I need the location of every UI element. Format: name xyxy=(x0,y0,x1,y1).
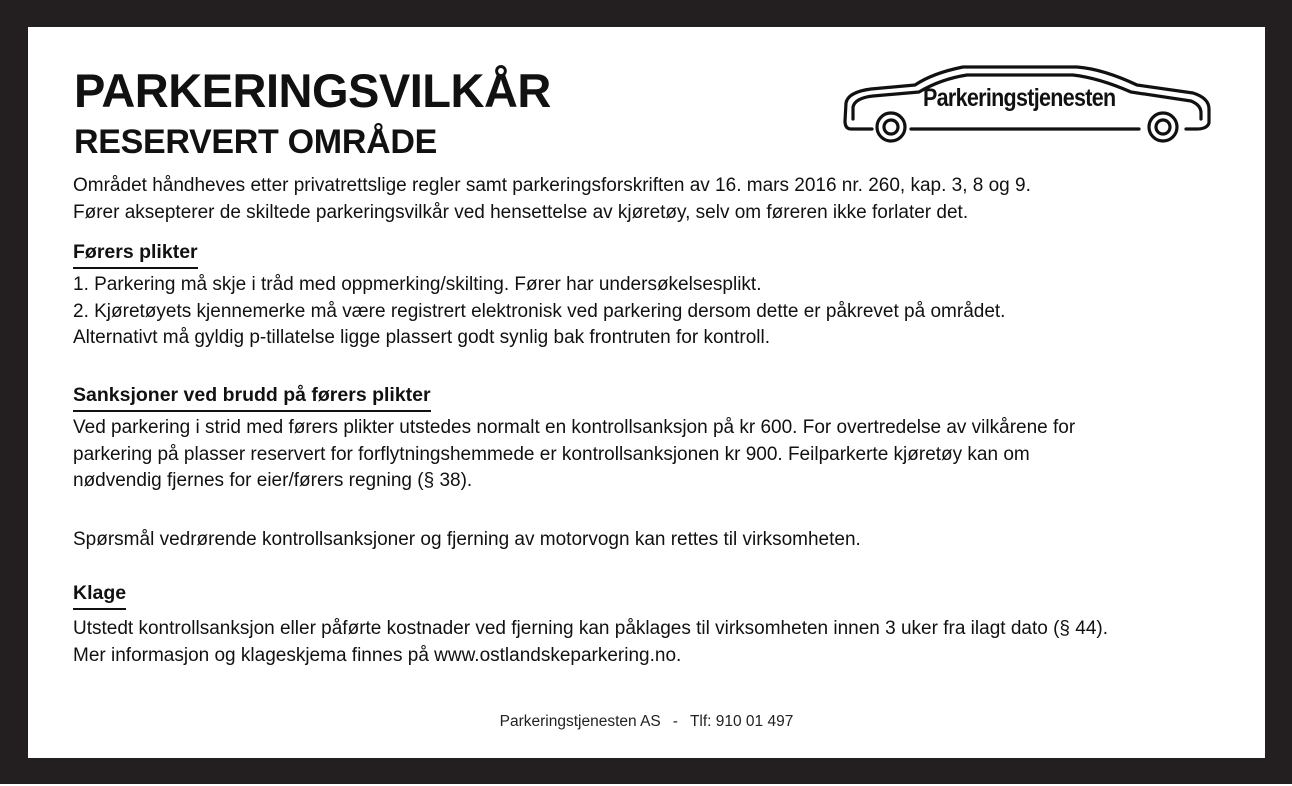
sign-title: PARKERINGSVILKÅR xyxy=(74,64,551,117)
parking-sign xyxy=(28,27,1265,758)
duties-text xyxy=(73,272,1223,352)
sign-subtitle: RESERVERT OMRÅDE xyxy=(74,123,437,161)
sanctions-line: nødvendig fjernes for eier/førers regning (§ 38). xyxy=(73,470,473,491)
footer-separator: - xyxy=(672,713,678,730)
duties-line: 2. Kjøretøyets kjennemerke må være registrert elektronisk ved parkering dersom dette er påkrevet på området. xyxy=(73,300,1006,322)
questions-line: Spørsmål vedrørende kontrollsanksjoner og fjerning av motorvogn kan rettes til virksomheten. xyxy=(73,529,861,550)
intro-line: Fører aksepterer de skiltede parkeringsvilkår ved hensettelse av kjøretøy, selv om føreren ikke forlater det. xyxy=(73,201,969,223)
duties-line: Alternativt må gyldig p-tillatelse ligge plassert godt synlig bak frontruten for kontroll. xyxy=(73,327,771,348)
complaint-line: Mer informasjon og klageskjema finnes på www.ostlandskeparkering.no. xyxy=(73,644,682,666)
logo-text: Parkeringstjenesten xyxy=(923,84,1116,112)
questions-text xyxy=(73,527,1223,554)
sanctions-line: Ved parkering i strid med førers plikter utstedes normalt en kontrollsanksjon på kr 600. For overtredelse av vilkårene for xyxy=(73,417,1076,438)
complaint-heading: Klage xyxy=(73,580,126,610)
footer-phone: Tlf: 910 01 497 xyxy=(689,713,794,730)
sanctions-line: parkering på plasser reservert for forflytningshemmede er kontrollsanksjonen kr 900. Feilparkerte kjøretøy kan om xyxy=(73,443,1030,465)
sanctions-heading: Sanksjoner ved brudd på førers plikter xyxy=(73,382,431,412)
sign-footer xyxy=(28,712,1265,732)
complaint-text xyxy=(73,616,1223,669)
duties-line: 1. Parkering må skje i tråd med oppmerking/skilting. Fører har undersøkelsesplikt. xyxy=(73,274,762,295)
intro-line: Området håndheves etter privatrettslige regler samt parkeringsforskriften av 16. mars 2016 nr. 260, kap. 3, 8 og 9. xyxy=(73,175,1031,196)
complaint-line: Utstedt kontrollsanksjon eller påførte kostnader ved fjerning kan påklages til virksomheten innen 3 uker fra ilagt dato (§ 44). xyxy=(73,618,1108,639)
sanctions-text xyxy=(73,415,1223,495)
company-logo xyxy=(841,63,1213,143)
intro-text xyxy=(73,173,1223,226)
duties-heading: Førers plikter xyxy=(73,239,198,269)
footer-company: Parkeringstjenesten AS xyxy=(499,713,661,730)
